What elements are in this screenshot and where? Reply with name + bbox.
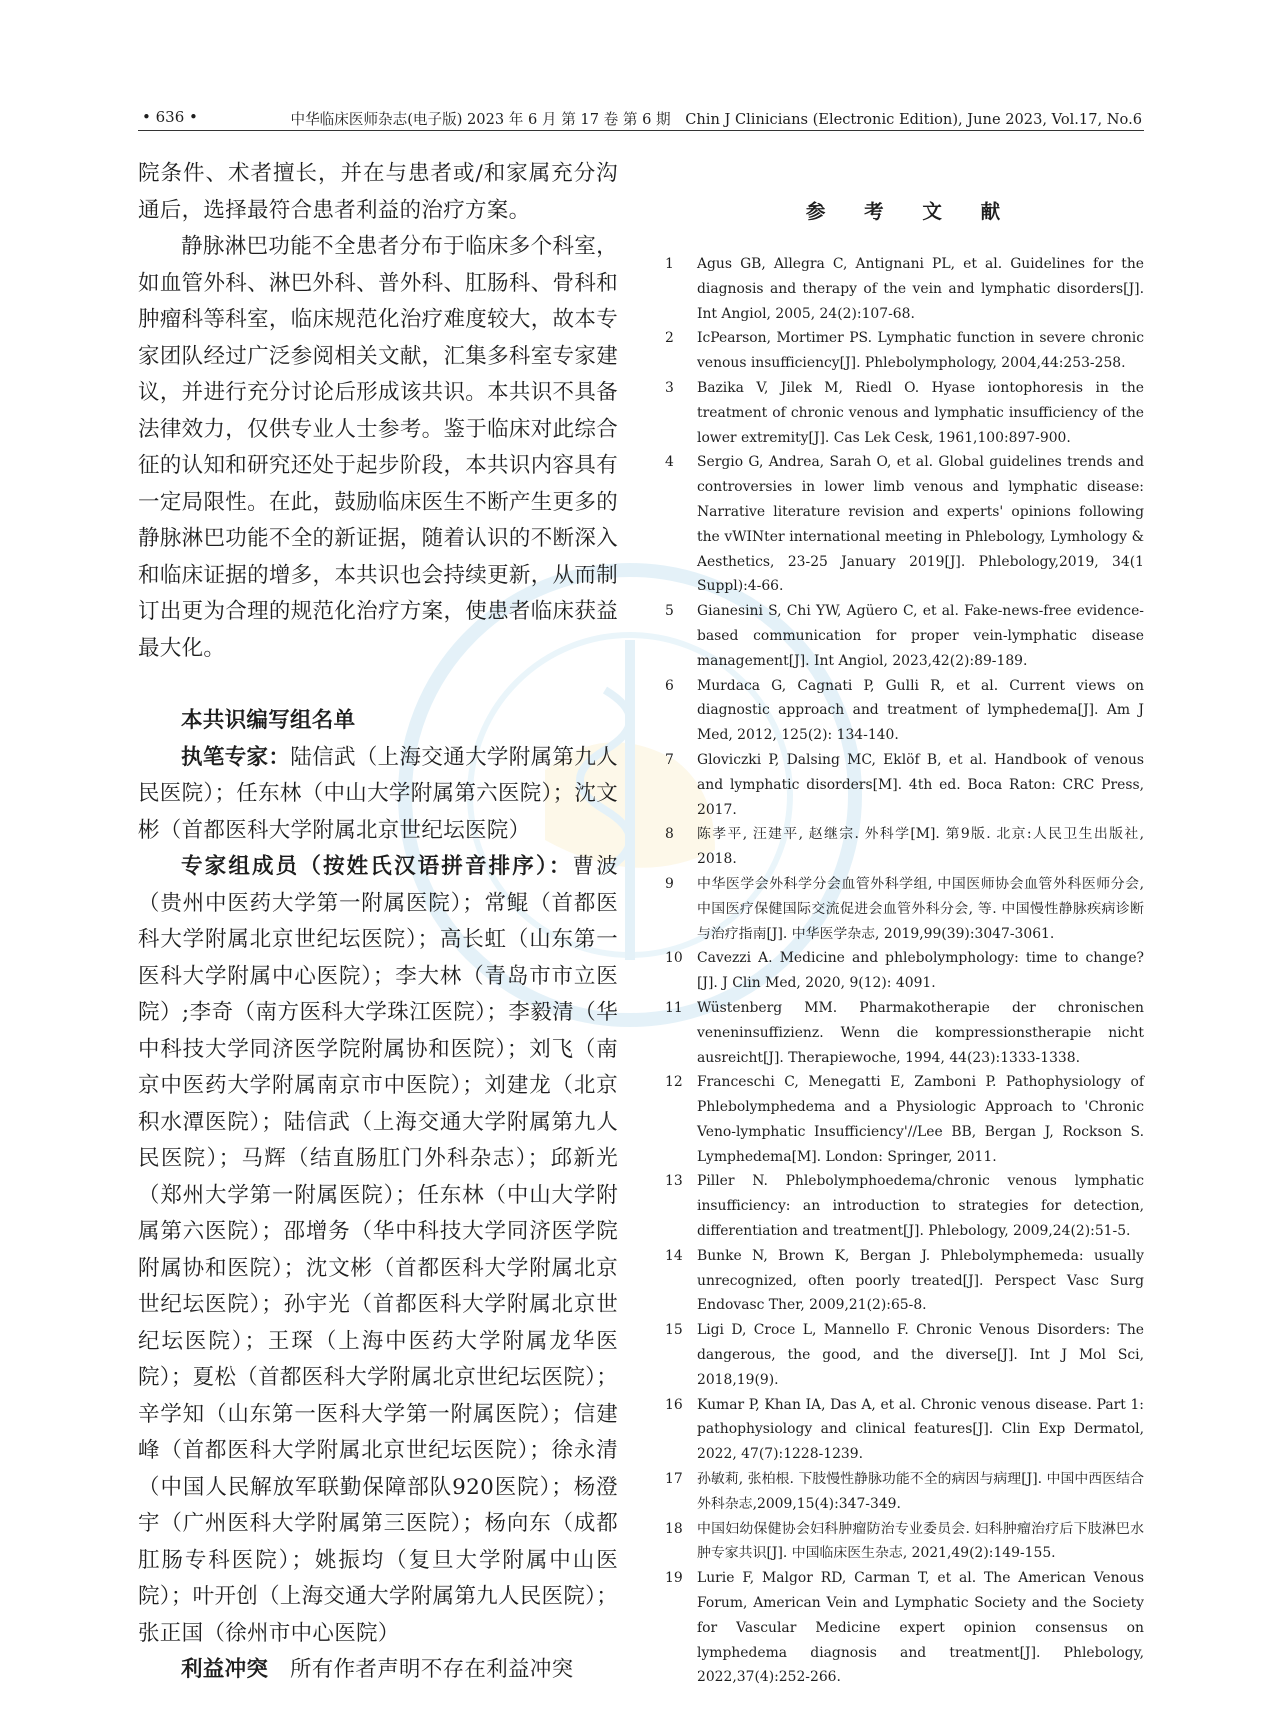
reference-number: 17 xyxy=(665,1471,683,1488)
reference-number: 8 xyxy=(665,826,674,843)
reference-text: 孙敏莉, 张柏根. 下肢慢性静脉功能不全的病因与病理[J]. 中国中西医结合外科杂志,2009,15(4):347-349. xyxy=(697,1471,1144,1512)
paragraph-1: 院条件、术者擅长，并在与患者或/和家属充分沟通后，选择最符合患者利益的治疗方案。 xyxy=(138,161,618,223)
left-column xyxy=(138,156,618,1689)
reference-text: 陈孝平, 汪建平, 赵继宗. 外科学[M]. 第9版. 北京:人民卫生出版社, 2018. xyxy=(697,826,1144,868)
references-section xyxy=(662,196,1144,1690)
reference-number: 6 xyxy=(665,677,674,694)
journal-line: 中华临床医师杂志(电子版) 2023 年 6 月 第 17 卷 第 6 期 Chin J Clinicians (Electronic Edition), June 2023, Vol.17, No.6 xyxy=(290,111,1142,128)
members-paragraph xyxy=(138,849,618,1652)
reference-item xyxy=(662,376,1144,450)
reference-item xyxy=(662,872,1144,946)
reference-item xyxy=(662,946,1144,996)
reference-number: 18 xyxy=(665,1520,683,1537)
reference-item xyxy=(662,1467,1144,1517)
reference-number: 5 xyxy=(665,603,674,620)
reference-item xyxy=(662,1517,1144,1567)
reference-number: 19 xyxy=(665,1570,683,1587)
conflict-text: 所有作者声明不存在利益冲突 xyxy=(290,1657,574,1682)
reference-text: Gianesini S, Chi YW, Agüero C, et al. Fake-news-free evidence-based communication for proper vein-lymphatic disease management[J]. Int Angiol, 2023,42(2):89-189. xyxy=(697,603,1144,669)
reference-number: 2 xyxy=(665,330,674,347)
reference-text: Ligi D, Croce L, Mannello F. Chronic Venous Disorders: The dangerous, the good, and the diverse[J]. Int J Mol Sci, 2018,19(9). xyxy=(697,1322,1144,1388)
reference-number: 4 xyxy=(665,454,674,471)
reference-text: Franceschi C, Menegatti E, Zamboni P. Pathophysiology of Phlebolymphedema and a Physiologic Approach to 'Chronic Veno-lymphatic Insufficiency'//Lee BB, Bergan J, Rockson S. Lymphedema[M]. London: Springer, 2011. xyxy=(697,1074,1144,1165)
reference-number: 11 xyxy=(665,999,683,1016)
reference-item xyxy=(662,1169,1144,1243)
reference-item xyxy=(662,822,1144,872)
writers-paragraph xyxy=(138,740,618,850)
reference-text: Bunke N, Brown K, Bergan J. Phlebolymphemeda: usually unrecognized, often poorly treated[J]. Perspect Vasc Surg Endovasc Ther, 2009,21(2):65-8. xyxy=(697,1247,1144,1314)
reference-number: 15 xyxy=(665,1322,683,1339)
reference-text: Agus GB, Allegra C, Antignani PL, et al. Guidelines for the diagnosis and therapy of the vein and lymphatic disorders[J]. Int Angiol, 2005, 24(2):107-68. xyxy=(697,256,1144,322)
page-number: • 636 • xyxy=(142,108,198,126)
reference-number: 16 xyxy=(665,1396,683,1413)
members-list: 曹波（贵州中医药大学第一附属医院）；常鲲（首都医科大学附属北京世纪坛医院）；高长虹（山东第一医科大学附属中心医院）；李大林（青岛市市立医院）;李奇（南方医科大学珠江医院）；李毅清（华中科技大学同济医学院附属协和医院）；刘飞（南京中医药大学附属南京市中医院）；刘建龙（北京积水潭医院）；陆信武（上海交通大学附属第九人民医院）；马辉（结直肠肛门外科杂志）；邱新光（郑州大学第一附属医院）；任东林（中山大学附属第六医院）；邵增务（华中科技大学同济医学院附属协和医院）；沈文彬（首都医科大学附属北京世纪坛医院）；孙宇光（首都医科大学附属北京世纪坛医院）；王琛（上海中医药大学附属龙华医院）；夏松（首都医科大学附属北京世纪坛医院）；辛学知（山东第一医科大学第一附属医院）；信建峰（首都医科大学附属北京世纪坛医院）；徐永清（中国人民解放军联勤保障部队920医院）；杨澄宇（广州医科大学附属第三医院）；杨向东（成都肛肠专科医院）；姚振均（复旦大学附属中山医院）；叶开创（上海交通大学附属第九人民医院）；张正国（徐州市中心医院） xyxy=(138,854,618,1646)
reference-text: Bazika V, Jilek M, Riedl O. Hyase iontophoresis in the treatment of chronic venous and lymphatic insufficiency of the lower extremity[J]. Cas Lek Cesk, 1961,100:897-900. xyxy=(697,379,1144,446)
reference-item xyxy=(662,996,1144,1070)
writers-list: 陆信武（上海交通大学附属第九人民医院）；任东林（中山大学附属第六医院）；沈文彬（首都医科大学附属北京世纪坛医院） xyxy=(138,744,618,843)
reference-number: 14 xyxy=(665,1247,683,1264)
reference-item xyxy=(662,450,1144,599)
reference-text: Sergio G, Andrea, Sarah O, et al. Global guidelines trends and controversies in lower limb venous and lymphatic disease: Narrative literature revision and experts' opinions following the vWINter international meeting in Phlebology, Lymhology & Aesthetics, 23-25 January 2019[J]. Phlebology,2019, 34(1 Suppl):4-66. xyxy=(697,454,1144,595)
reference-item xyxy=(662,1566,1144,1690)
reference-number: 1 xyxy=(665,256,674,272)
reference-item xyxy=(662,1244,1144,1318)
reference-item xyxy=(662,1318,1144,1392)
reference-text: 中华医学会外科学分会血管外科学组, 中国医师协会血管外科医师分会, 中国医疗保健国际交流促进会血管外科分会, 等. 中国慢性静脉疾病诊断与治疗指南[J]. 中华医学杂志, 2019,99(39):3047-3061. xyxy=(697,875,1144,942)
reference-text: Kumar P, Khan IA, Das A, et al. Chronic venous disease. Part 1: pathophysiology and clinical features[J]. Clin Exp Dermatol, 2022, 47(7):1228-1239. xyxy=(697,1396,1144,1463)
references-title: 参 考 文 献 xyxy=(805,200,1017,223)
reference-text: Murdaca G, Cagnati P, Gulli R, et al. Current views on diagnostic approach and treatment of lymphedema[J]. Am J Med, 2012, 125(2): 134-140. xyxy=(697,677,1144,744)
reference-item xyxy=(662,252,1144,326)
reference-text: IcPearson, Mortimer PS. Lymphatic function in severe chronic venous insufficiency[J]. Phlebolymphology, 2004,44:253-258. xyxy=(697,330,1144,372)
reference-item xyxy=(662,674,1144,748)
reference-item xyxy=(662,1070,1144,1169)
reference-number: 10 xyxy=(665,950,683,967)
reference-item xyxy=(662,748,1144,822)
members-label: 专家组成员（按姓氏汉语拼音排序）： xyxy=(181,854,573,879)
reference-number: 7 xyxy=(665,751,674,768)
page-header xyxy=(138,104,1144,131)
reference-number: 12 xyxy=(665,1074,683,1091)
reference-text: Piller N. Phlebolymphoedema/chronic venous lymphatic insufficiency: an introduction to strategies for detection, differentiation and treatment[J]. Phlebology, 2009,24(2):51-5. xyxy=(697,1173,1144,1240)
reference-text: Lurie F, Malgor RD, Carman T, et al. The American Venous Forum, American Vein and Lymphatic Society and the Society for Vascular Medicine expert opinion consensus on lymphedema diagnosis and treatment[J]. Phlebology, 2022,37(4):252-266. xyxy=(697,1570,1144,1686)
reference-list xyxy=(662,252,1144,1690)
conflict-paragraph xyxy=(138,1652,618,1689)
reference-item xyxy=(662,599,1144,673)
reference-number: 3 xyxy=(665,379,674,396)
reference-item xyxy=(662,326,1144,376)
reference-number: 9 xyxy=(665,875,674,892)
reference-text: 中国妇幼保健协会妇科肿瘤防治专业委员会. 妇科肿瘤治疗后下肢淋巴水肿专家共识[J]. 中国临床医生杂志, 2021,49(2):149-155. xyxy=(697,1520,1144,1562)
reference-number: 13 xyxy=(665,1173,683,1190)
conflict-label: 利益冲突 xyxy=(181,1657,269,1682)
paragraph-2: 静脉淋巴功能不全患者分布于临床多个科室，如血管外科、淋巴外科、普外科、肛肠科、骨科和肿瘤科等科室，临床规范化治疗难度较大，故本专家团队经过广泛参阅相关文献，汇集多科室专家建议，并进行充分讨论后形成该共识。本共识不具备法律效力，仅供专业人士参考。鉴于临床对此综合征的认知和研究还处于起步阶段，本共识内容具有一定局限性。在此，鼓励临床医生不断产生更多的静脉淋巴功能不全的新证据，随着认识的不断深入和临床证据的增多，本共识也会持续更新，从而制订出更为合理的规范化治疗方案，使患者临床获益最大化。 xyxy=(138,234,618,661)
reference-text: Cavezzi A. Medicine and phlebolymphology: time to change? [J]. J Clin Med, 2020, 9(12): 4091. xyxy=(697,950,1144,992)
reference-item xyxy=(662,1393,1144,1467)
writers-label: 执笔专家： xyxy=(181,744,291,770)
reference-text: Gloviczki P, Dalsing MC, Eklöf B, et al. Handbook of venous and lymphatic disorders[M]. 4th ed. Boca Raton: CRC Press, 2017. xyxy=(697,751,1144,818)
section-title: 本共识编写组名单 xyxy=(181,708,356,733)
reference-text: Wüstenberg MM. Pharmakotherapie der chronischen veneninsuffizienz. Wenn die kompressionstherapie nicht ausreicht[J]. Therapiewoche, 1994, 44(23):1333-1338. xyxy=(697,999,1144,1066)
